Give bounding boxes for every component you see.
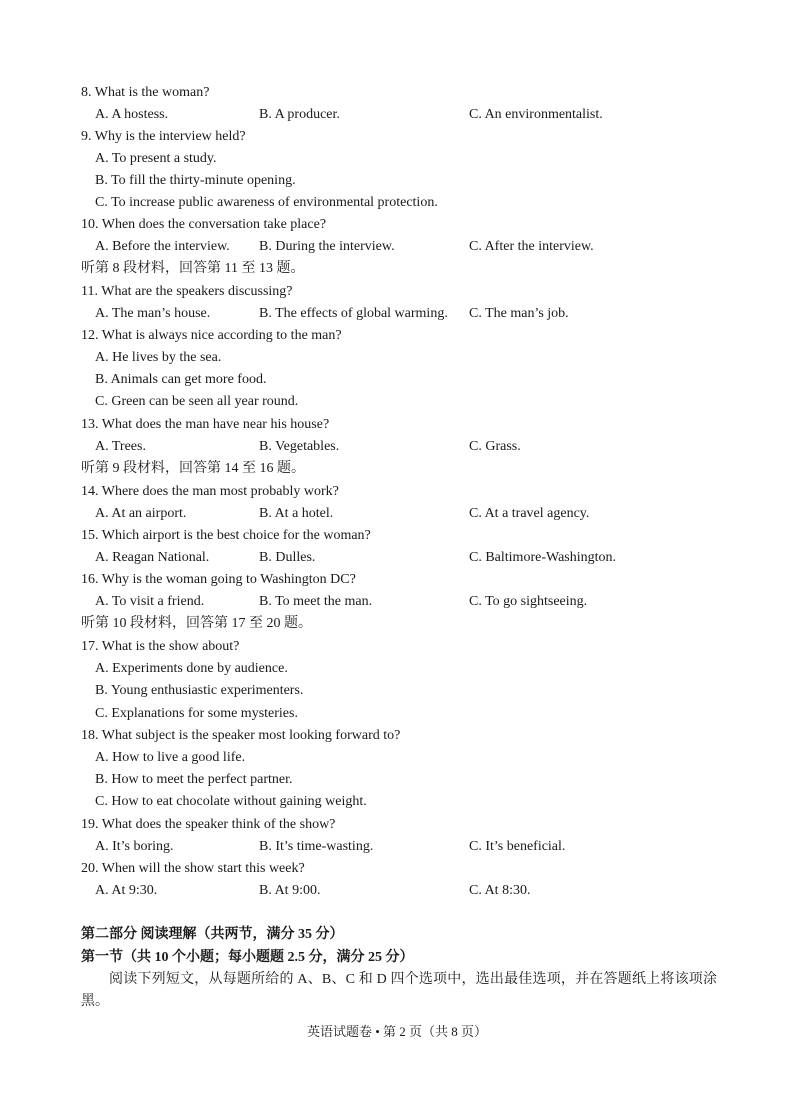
option-b: B. During the interview.: [259, 239, 395, 254]
option-b: B. It’s time-wasting.: [259, 839, 374, 854]
option-b: B. Dulles.: [259, 550, 316, 565]
option-c: C. To increase public awareness of environmental protection.: [95, 195, 438, 210]
section-note-10: 听第 10 段材料，回答第 17 至 20 题。: [81, 616, 312, 631]
option-c: C. How to eat chocolate without gaining weight.: [95, 794, 367, 809]
option-c: C. At 8:30.: [469, 883, 531, 898]
option-c: C. Baltimore-Washington.: [469, 550, 617, 565]
question-12-stem: 12. What is always nice according to the man?: [81, 328, 342, 343]
option-a: A. At an airport.: [95, 506, 187, 521]
option-a: A. At 9:30.: [95, 883, 158, 898]
part2-title: 第二部分 阅读理解（共两节，满分 35 分）: [81, 927, 344, 942]
option-a: A. Experiments done by audience.: [95, 661, 288, 676]
question-19-stem: 19. What does the speaker think of the show?: [81, 817, 336, 832]
question-13-stem: 13. What does the man have near his house?: [81, 417, 330, 432]
part2-section1-title: 第一节（共 10 个小题；每小题题 2.5 分，满分 25 分）: [81, 950, 414, 965]
option-a: A. He lives by the sea.: [95, 350, 222, 365]
option-c: C. After the interview.: [469, 239, 594, 254]
question-18-stem: 18. What subject is the speaker most looking forward to?: [81, 728, 401, 743]
option-b: B. At 9:00.: [259, 883, 321, 898]
option-b: B. At a hotel.: [259, 506, 334, 521]
option-b: B. The effects of global warming.: [259, 306, 448, 321]
question-16-stem: 16. Why is the woman going to Washington DC?: [81, 572, 356, 587]
question-15-stem: 15. Which airport is the best choice for the woman?: [81, 528, 371, 543]
option-b: B. A producer.: [259, 107, 340, 122]
option-c: C. Grass.: [469, 439, 521, 454]
option-a: A. Trees.: [95, 439, 146, 454]
question-8-stem: 8. What is the woman?: [81, 85, 210, 100]
option-c: C. Explanations for some mysteries.: [95, 706, 298, 721]
option-a: A. To visit a friend.: [95, 594, 205, 609]
option-c: C. At a travel agency.: [469, 506, 590, 521]
question-20-stem: 20. When will the show start this week?: [81, 861, 305, 876]
option-c: C. An environmentalist.: [469, 107, 603, 122]
option-a: A. Before the interview.: [95, 239, 230, 254]
option-c: C. The man’s job.: [469, 306, 569, 321]
option-b: B. To meet the man.: [259, 594, 373, 609]
option-b: B. To fill the thirty-minute opening.: [95, 173, 296, 188]
question-9-stem: 9. Why is the interview held?: [81, 129, 246, 144]
option-b: B. Young enthusiastic experimenters.: [95, 683, 304, 698]
option-b: B. How to meet the perfect partner.: [95, 772, 293, 787]
question-11-stem: 11. What are the speakers discussing?: [81, 284, 293, 299]
option-a: A. It’s boring.: [95, 839, 174, 854]
page-footer: 英语试题卷 • 第 2 页（共 8 页）: [306, 1024, 488, 1039]
question-14-stem: 14. Where does the man most probably work?: [81, 484, 339, 499]
question-10-stem: 10. When does the conversation take place?: [81, 217, 327, 232]
section-note-9: 听第 9 段材料，回答第 14 至 16 题。: [81, 461, 305, 476]
question-17-stem: 17. What is the show about?: [81, 639, 240, 654]
option-a: A. A hostess.: [95, 107, 169, 122]
option-a: A. To present a study.: [95, 151, 217, 166]
option-a: A. The man’s house.: [95, 306, 211, 321]
option-a: A. Reagan National.: [95, 550, 210, 565]
option-a: A. How to live a good life.: [95, 750, 246, 765]
option-c: C. It’s beneficial.: [469, 839, 566, 854]
option-b: B. Animals can get more food.: [95, 372, 267, 387]
option-c: C. Green can be seen all year round.: [95, 394, 299, 409]
option-b: B. Vegetables.: [259, 439, 340, 454]
part2-instruction: 阅读下列短文，从每题所给的 A、B、C 和 D 四个选项中，选出最佳选项，并在答题纸上将该项涂黑。: [81, 972, 717, 1009]
option-c: C. To go sightseeing.: [469, 594, 588, 609]
section-note-8: 听第 8 段材料，回答第 11 至 13 题。: [81, 261, 305, 276]
